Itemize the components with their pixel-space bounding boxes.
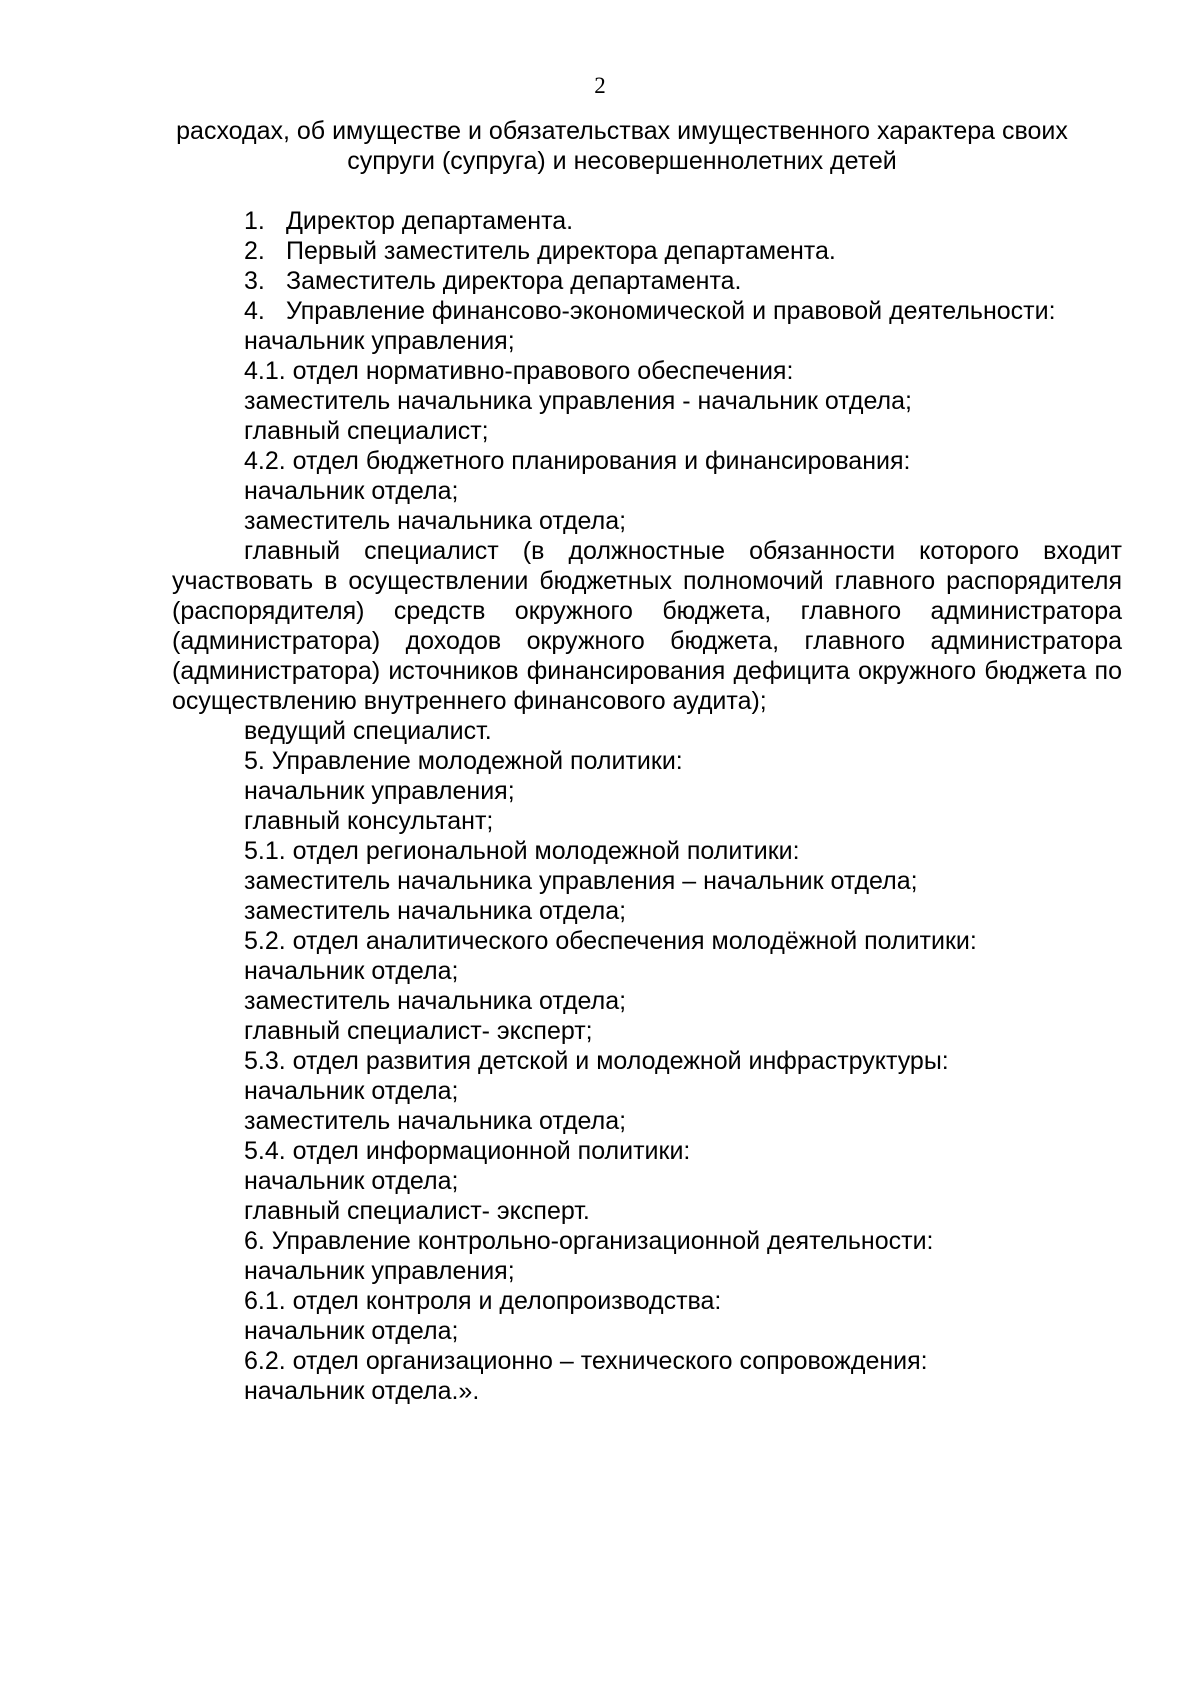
text-line: заместитель начальника отдела;	[244, 507, 627, 535]
list-item-number: 1.	[244, 207, 265, 235]
text-line: 5.4. отдел информационной политики:	[244, 1137, 691, 1165]
list-item	[172, 296, 1122, 326]
text-line: 6.1. отдел контроля и делопроизводства:	[244, 1287, 722, 1315]
list-item-text: Первый заместитель директора департамента.	[286, 237, 836, 265]
list-item	[172, 266, 1122, 296]
text-line: главный специалист;	[244, 417, 489, 445]
text-line: 5.3. отдел развития детской и молодежной инфраструктуры:	[244, 1047, 949, 1075]
text-line: главный специалист- эксперт.	[244, 1197, 590, 1225]
heading-line-1: расходах, об имуществе и обязательствах имущественного характера своих	[176, 117, 1068, 145]
text-line: начальник отдела;	[244, 1167, 459, 1195]
list-item	[172, 206, 1122, 236]
text-line: 5.1. отдел региональной молодежной политики:	[244, 837, 800, 865]
list-item-number: 3.	[244, 267, 265, 295]
text-line: начальник отдела;	[244, 1317, 459, 1345]
text-line: начальник управления;	[244, 777, 515, 805]
document-heading	[162, 116, 1082, 176]
text-line: заместитель начальника управления - начальник отдела;	[244, 387, 912, 415]
text-line: начальник отдела;	[244, 1077, 459, 1105]
list-item	[172, 236, 1122, 266]
text-line: ведущий специалист.	[244, 717, 492, 745]
text-line: 6. Управление контрольно-организационной деятельности:	[244, 1227, 934, 1255]
text-line: 4.1. отдел нормативно-правового обеспечения:	[244, 357, 794, 385]
list-item-number: 4.	[244, 297, 265, 325]
text-line: заместитель начальника отдела;	[244, 987, 627, 1015]
text-line: начальник отдела;	[244, 957, 459, 985]
text-line: начальник отдела.».	[244, 1377, 480, 1405]
document-body	[172, 206, 1122, 1406]
list-item-text: Директор департамента.	[286, 207, 574, 235]
page-number: 2	[594, 73, 606, 98]
heading-line-2: супруги (супруга) и несовершеннолетних детей	[347, 147, 897, 175]
list-item-number: 2.	[244, 237, 265, 265]
text-line: начальник управления;	[244, 1257, 515, 1285]
list-item-text: Заместитель директора департамента.	[286, 267, 742, 295]
text-line: 4.2. отдел бюджетного планирования и финансирования:	[244, 447, 911, 475]
text-line: главный консультант;	[244, 807, 494, 835]
text-line: заместитель начальника отдела;	[244, 1107, 627, 1135]
list-item-text: Управление финансово-экономической и правовой деятельности:	[286, 297, 1056, 325]
text-line: 5. Управление молодежной политики:	[244, 747, 683, 775]
text-line: начальник управления;	[244, 327, 515, 355]
text-line: 5.2. отдел аналитического обеспечения молодёжной политики:	[244, 927, 977, 955]
text-line: заместитель начальника управления – начальник отдела;	[244, 867, 918, 895]
text-line: начальник отдела;	[244, 477, 459, 505]
audit-specialist-paragraph: главный специалист (в должностные обязанности которого входит участвовать в осуществлении бюджетных полномочий главного распорядителя (распорядителя) средств окружного бюджета, главного администратора (администратора) доходов окружного бюджета, главного администратора (администратора) источников финансирования дефицита окружного бюджета по осуществлению внутреннего финансового аудита);	[172, 537, 1122, 715]
text-line: 6.2. отдел организационно – технического сопровождения:	[244, 1347, 928, 1375]
text-line: главный специалист- эксперт;	[244, 1017, 593, 1045]
text-line: заместитель начальника отдела;	[244, 897, 627, 925]
